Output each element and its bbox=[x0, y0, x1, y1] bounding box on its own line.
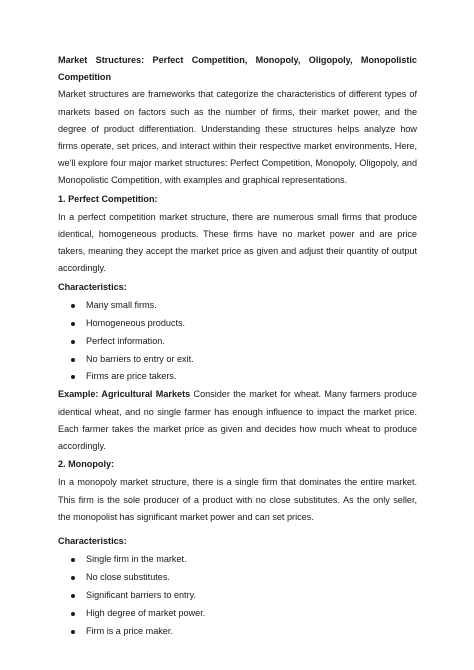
list-item-text: Perfect information. bbox=[86, 335, 165, 346]
document-content bbox=[58, 52, 417, 641]
section-heading-perfect-competition: 1. Perfect Competition: bbox=[58, 193, 158, 204]
bullet-icon bbox=[71, 322, 75, 326]
bullet-icon bbox=[71, 630, 75, 634]
bullet-icon bbox=[71, 375, 75, 379]
perfect-competition-characteristics-list bbox=[58, 297, 417, 386]
list-item-text: No close substitutes. bbox=[86, 572, 170, 583]
bullet-icon bbox=[71, 304, 75, 308]
characteristics-label: Characteristics: bbox=[58, 281, 127, 292]
document-title: Market Structures: Perfect Competition, Monopoly, Oligopoly, Monopolistic Competition bbox=[58, 55, 417, 83]
example-title: Example: Agricultural Markets bbox=[58, 389, 191, 400]
example-paragraph bbox=[58, 386, 417, 455]
list-item-text: Significant barriers to entry. bbox=[86, 589, 197, 600]
list-item-text: Firms are price takers. bbox=[86, 371, 177, 382]
list-item-text: No barriers to entry or exit. bbox=[86, 353, 194, 364]
bullet-icon bbox=[71, 558, 75, 562]
perfect-competition-paragraph: In a perfect competition market structure, there are numerous small firms that produce identical, homogeneous products. These firms have no market power and are price takers, meaning they accept the market price as given and adjust their quantity of output accordingly. bbox=[58, 211, 417, 274]
bullet-icon bbox=[71, 594, 75, 598]
list-item bbox=[58, 297, 417, 315]
list-item bbox=[58, 315, 417, 333]
bullet-icon bbox=[71, 612, 75, 616]
list-item-text: Single firm in the market. bbox=[86, 554, 187, 565]
bullet-icon bbox=[71, 340, 75, 344]
section-heading-monopoly: 2. Monopoly: bbox=[58, 459, 115, 470]
list-item bbox=[58, 351, 417, 369]
list-item-text: High degree of market power. bbox=[86, 607, 206, 618]
list-item bbox=[58, 569, 417, 587]
list-item-text: Homogeneous products. bbox=[86, 317, 186, 328]
intro-paragraph: Market structures are frameworks that categorize the characteristics of different types of markets based on factors such as the number of firms, their market power, and the degree of product differentiation. Understanding these structures helps analyze how firms operate, set prices, and interact within their respective market environments. Here, we'll explore four major market structures: Perfect Competition, Monopoly, Oligopoly, and Monopolistic Competition, with examples and graphical representations. bbox=[58, 89, 417, 186]
bullet-icon bbox=[71, 576, 75, 580]
list-item bbox=[58, 368, 417, 386]
monopoly-paragraph: In a monopoly market structure, there is a single firm that dominates the entire market. This firm is the sole producer of a product with no close substitutes. As the only seller, the monopolist has significant market power and can set prices. bbox=[58, 477, 417, 522]
list-item-text: Many small firms. bbox=[86, 299, 157, 310]
example-body: Consider the market for wheat. Many farmers produce identical wheat, and no single farmer has enough influence to impact the market price. Each farmer takes the market price as given and decides how much wheat to produce accordingly. bbox=[58, 389, 417, 451]
list-item bbox=[58, 333, 417, 351]
list-item bbox=[58, 551, 417, 569]
paragraph-spacer bbox=[58, 526, 417, 532]
list-item bbox=[58, 587, 417, 605]
list-item bbox=[58, 623, 417, 641]
bullet-icon bbox=[71, 358, 75, 362]
characteristics-label: Characteristics: bbox=[58, 535, 127, 546]
list-item-text: Firm is a price maker. bbox=[86, 625, 173, 636]
list-item bbox=[58, 605, 417, 623]
monopoly-characteristics-list bbox=[58, 551, 417, 640]
